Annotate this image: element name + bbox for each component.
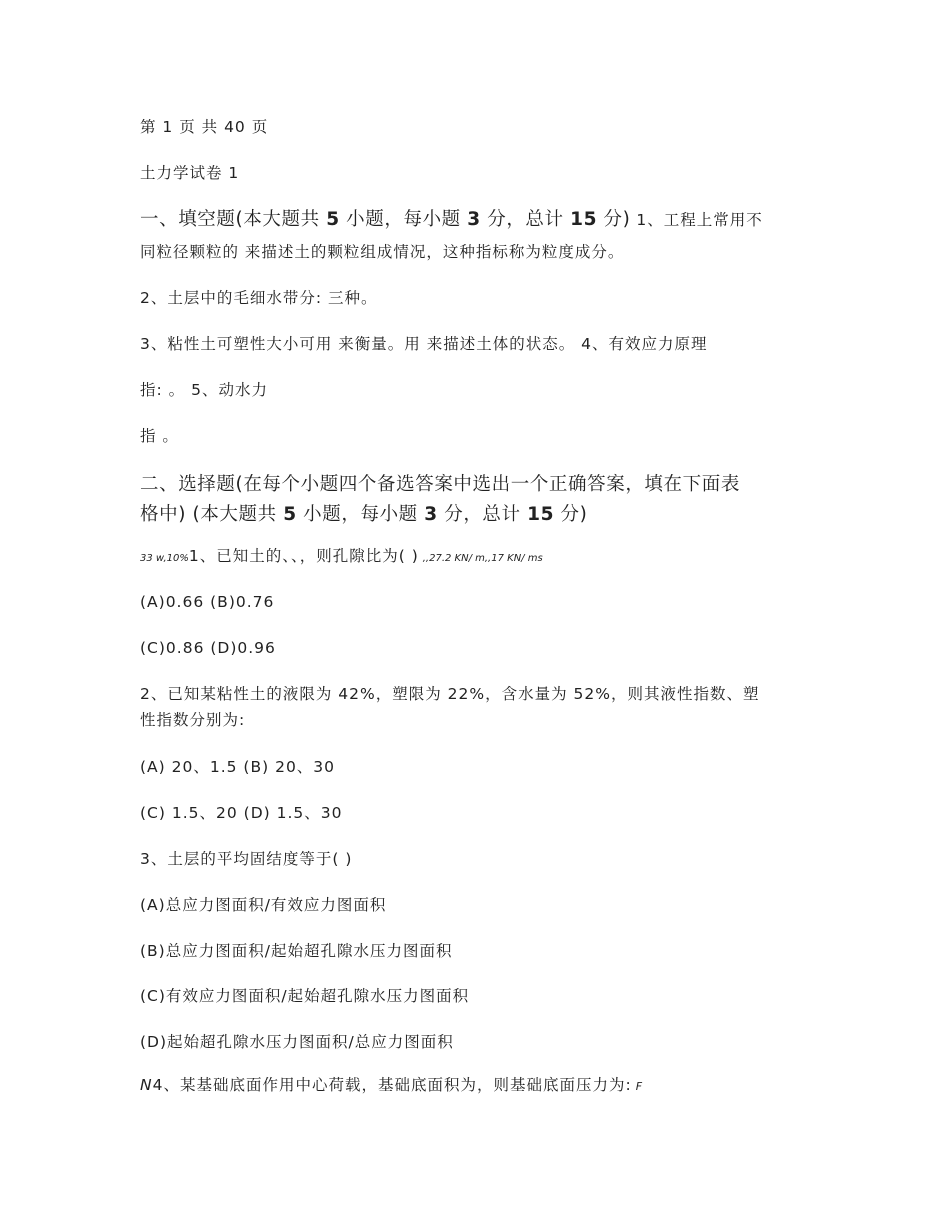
section2-q1-text: 1、已知土的、、，则孔隙比为( ): [188, 547, 419, 565]
section1-q5-end: 指 。: [140, 427, 179, 445]
section2-q4-text: 4、某基础底面作用中心荷载，基础底面积为，则基础底面压力为:: [152, 1076, 632, 1094]
section2-heading-mid1: 小题，每小题: [296, 504, 425, 525]
section2-points-each: 3: [424, 504, 438, 525]
section1-heading-end: 分): [597, 209, 631, 230]
section2-q4-suffix: F: [635, 1080, 644, 1093]
section1-heading-pre: 一、填空题(本大题共: [140, 209, 327, 230]
section1-points-each: 3: [467, 209, 481, 230]
section2-q1-options-ab: (A)0.66 (B)0.76: [140, 593, 275, 611]
section2-q3: 3、土层的平均固结度等于( ): [140, 850, 353, 868]
section2-q1-suffix: ,,27.2 KN/ m,,17 KN/ ms: [422, 553, 543, 564]
section1-q2: 2、土层中的毛细水带分: 三种。: [140, 289, 378, 307]
section2-q2-line2: 性指数分别为:: [140, 711, 246, 729]
section2-q2-options-cd: (C) 1.5、20 (D) 1.5、30: [140, 804, 343, 822]
section1-q3-q4: 3、粘性土可塑性大小可用 来衡量。用 来描述土体的状态。 4、有效应力原理: [140, 335, 708, 353]
section2-heading-line1: 二、选择题(在每个小题四个备选答案中选出一个正确答案，填在下面表: [140, 474, 740, 495]
section2-q3-option-d: (D)起始超孔隙水压力图面积/总应力图面积: [140, 1033, 454, 1051]
section2-heading-end: 分): [554, 504, 588, 525]
section2-points-total: 15: [527, 504, 555, 525]
page-number: 第 1 页 共 40 页: [140, 118, 269, 136]
section1-q4-q5: 指: 。 5、动水力: [140, 381, 268, 399]
section2-q3-option-c: (C)有效应力图面积/起始超孔隙水压力图面积: [140, 987, 470, 1005]
section2-q1-prefix: 33 w,10%: [140, 553, 189, 564]
section1-q1-start: 1、工程上常用不: [630, 211, 763, 229]
section2-q2-line1: 2、已知某粘性土的液限为 42%，塑限为 22%，含水量为 52%，则其液性指数、塑: [140, 685, 760, 703]
section2-q3-option-a: (A)总应力图面积/有效应力图面积: [140, 896, 387, 914]
section2-q1-options-cd: (C)0.86 (D)0.96: [140, 639, 276, 657]
section2-heading-line2: [140, 500, 587, 530]
section2-q4-prefix: N: [140, 1076, 153, 1094]
section2-heading-mid2: 分，总计: [437, 504, 528, 525]
section1-heading: [140, 205, 763, 235]
section1-question-count: 5: [326, 209, 340, 230]
section2-q4: [140, 1074, 643, 1098]
section1-heading-mid2: 分，总计: [480, 209, 571, 230]
section2-q3-option-b: (B)总应力图面积/起始超孔隙水压力图面积: [140, 942, 453, 960]
section2-question-count: 5: [283, 504, 297, 525]
section1-heading-mid1: 小题，每小题: [339, 209, 468, 230]
section1-points-total: 15: [570, 209, 598, 230]
doc-title: 土力学试卷 1: [140, 164, 240, 182]
section2-q1: [140, 545, 543, 570]
section1-q1-cont: 同粒径颗粒的 来描述土的颗粒组成情况，这种指标称为粒度成分。: [140, 243, 625, 261]
section2-heading-pre: 格中) (本大题共: [140, 504, 284, 525]
section2-q2-options-ab: (A) 20、1.5 (B) 20、30: [140, 758, 336, 776]
